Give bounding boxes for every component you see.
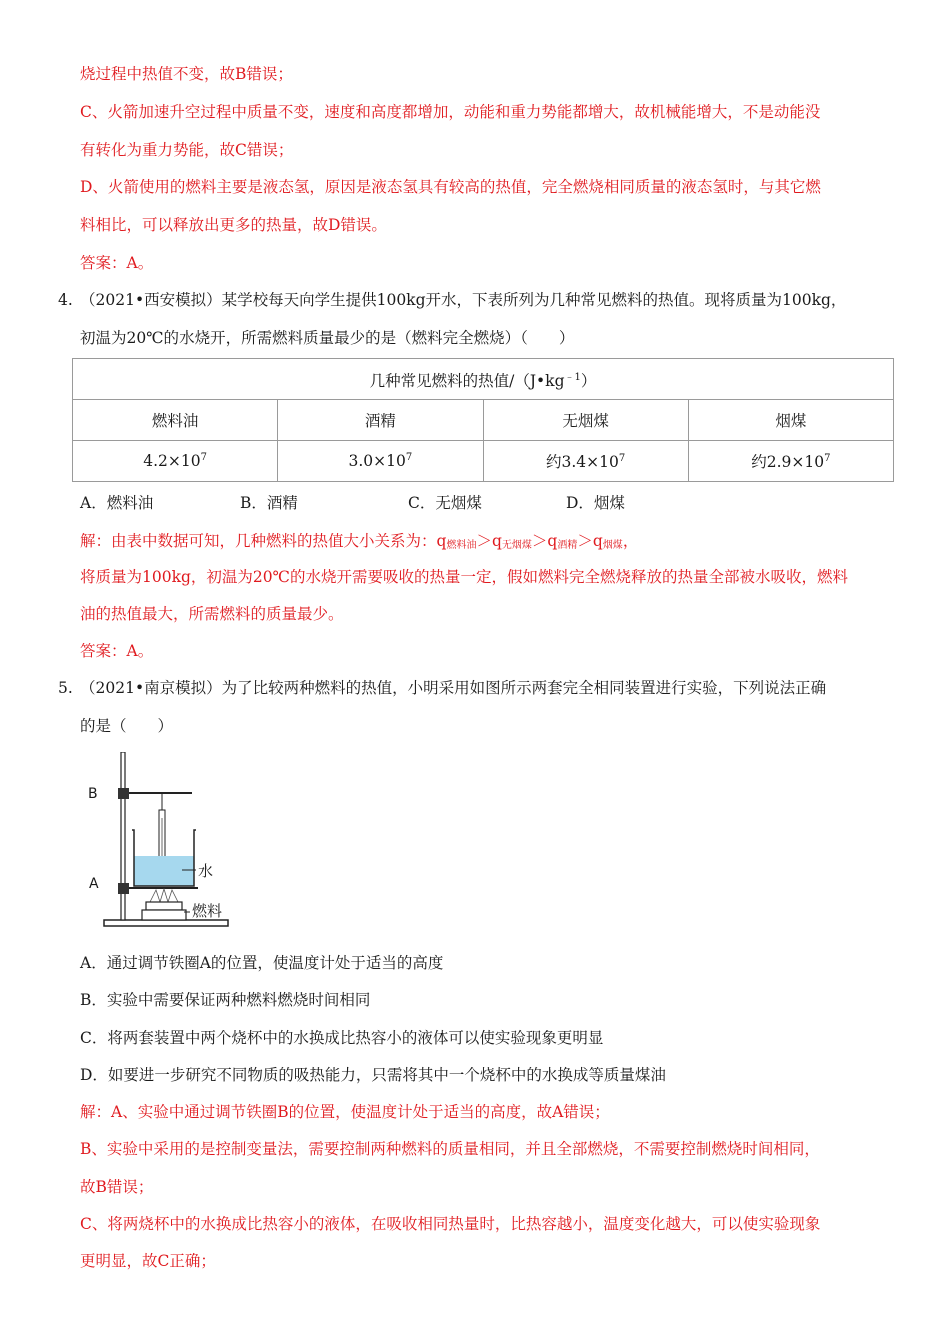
q-symbol: q: [436, 532, 447, 550]
table-title-sup: ﹣1: [564, 371, 581, 383]
gt-sign: ＞: [531, 532, 548, 550]
burner-top: [146, 902, 182, 910]
question-number: 4.: [58, 291, 73, 309]
value-exp: 7: [200, 452, 207, 463]
gt-sign: ＞: [577, 532, 593, 550]
option-d: D．烟煤: [566, 494, 625, 512]
option-a: A．通过调节铁圈A的位置，使温度计处于适当的高度: [80, 954, 444, 972]
option-c: C．将两套装置中两个烧杯中的水换成比热容小的液体可以使实验现象更明显: [80, 1029, 604, 1047]
solution-line: B、实验中采用的是控制变量法，需要控制两种燃料的质量相同，并且全部燃烧，不需要控制燃烧时间相同，: [80, 1140, 820, 1158]
question-text: 初温为20℃的水烧开，所需燃料质量最少的是（燃料完全燃烧）（ ）: [80, 329, 575, 347]
question-text: （2021•南京模拟）为了比较两种燃料的热值，小明采用如图所示两套完全相同装置进行实验，下列说法正确: [80, 679, 827, 697]
solution-line: 油的热值最大，所需燃料的质量最少。: [80, 605, 344, 623]
q-symbol: q: [592, 532, 603, 550]
table-value-cell: [73, 441, 278, 482]
value-text: 3.0×10: [348, 452, 406, 470]
prev-solution-line: C、火箭加速升空过程中质量不变，速度和高度都增加，动能和重力势能都增大，故机械能增大，不是动能没: [80, 103, 821, 121]
table-title-end: ）: [580, 371, 597, 390]
comma: ，: [622, 532, 639, 550]
table-value-cell: [278, 441, 483, 482]
question-text: 的是（ ）: [80, 717, 174, 735]
prev-answer: 答案：A。: [80, 254, 154, 272]
solution-line: 解：A、实验中通过调节铁圈B的位置，使温度计处于适当的高度，故A错误；: [80, 1103, 610, 1121]
table-title: [73, 359, 894, 400]
prev-solution-line: D、火箭使用的燃料主要是液态氢，原因是液态氢具有较高的热值，完全燃烧相同质量的液态氢时，与其它燃: [80, 178, 821, 196]
option-c: C．无烟煤: [408, 494, 482, 512]
question-number: 5.: [58, 679, 73, 697]
solution-line: 将质量为100kg，初温为20℃的水烧开需要吸收的热量一定，假如燃料完全燃烧释放的热量全部被水吸收，燃料: [80, 568, 848, 586]
label-b: B: [88, 786, 98, 802]
q-sub: 酒精: [557, 540, 578, 551]
table-header-cell: 烟煤: [688, 400, 893, 441]
value-exp: 7: [824, 453, 831, 464]
solution-line: 故B错误；: [80, 1178, 154, 1196]
table-header-cell: 燃料油: [73, 400, 278, 441]
prev-solution-line: 有转化为重力势能，故C错误；: [80, 141, 294, 159]
heat-value-table: [72, 358, 894, 482]
gt-sign: ＞: [476, 532, 492, 550]
question-text: （2021•西安模拟）某学校每天向学生提供100kg开水，下表所列为几种常见燃料的热值。现将质量为100kg，: [80, 291, 847, 309]
table-header-cell: 酒精: [278, 400, 483, 441]
solution-line: 更明显，故C正确；: [80, 1252, 216, 1270]
answer-line: 答案：A。: [80, 642, 154, 660]
value-exp: 7: [618, 453, 626, 464]
table-value-cell: [688, 441, 893, 482]
flame: [150, 889, 178, 902]
clamp-b: [118, 788, 129, 799]
prev-solution-line: 烧过程中热值不变，故B错误；: [80, 65, 293, 83]
q-sub: 燃料油: [446, 540, 477, 551]
q-sub: 烟煤: [602, 540, 623, 551]
thermometer-in-water: [159, 856, 165, 882]
table-value-cell: [483, 441, 688, 482]
burner-body: [142, 910, 186, 920]
solution-line: C、将两烧杯中的水换成比热容小的液体，在吸收相同热量时，比热容越小，温度变化越大，可以使实验现象: [80, 1215, 821, 1233]
table-title-text: 几种常见燃料的热值/（J•kg: [369, 371, 565, 390]
q-symbol: q: [547, 532, 558, 550]
clamp-a: [118, 883, 129, 894]
prev-solution-line: 料相比，可以释放出更多的热量，故D错误。: [80, 216, 387, 234]
option-d: D．如要进一步研究不同物质的吸热能力，只需将其中一个烧杯中的水换成等质量煤油: [80, 1066, 666, 1084]
q-sub: 无烟煤: [501, 540, 532, 551]
option-b: B．酒精: [240, 494, 298, 512]
label-water: 水: [198, 862, 214, 880]
option-b: B．实验中需要保证两种燃料燃烧时间相同: [80, 991, 371, 1009]
solution-prefix: 解：由表中数据可知，几种燃料的热值大小关系为：: [80, 532, 437, 550]
label-a: A: [89, 876, 99, 892]
stand-rod: [121, 752, 125, 920]
value-text: 约3.4×10: [546, 453, 619, 471]
solution-line: [80, 530, 638, 557]
table-header-cell: 无烟煤: [483, 400, 688, 441]
value-exp: 7: [405, 452, 413, 463]
q-symbol: q: [491, 532, 502, 550]
value-text: 4.2×10: [143, 452, 201, 470]
option-a: A．燃料油: [80, 494, 154, 512]
label-fuel: 燃料: [192, 902, 223, 920]
value-text: 约2.9×10: [751, 453, 825, 471]
